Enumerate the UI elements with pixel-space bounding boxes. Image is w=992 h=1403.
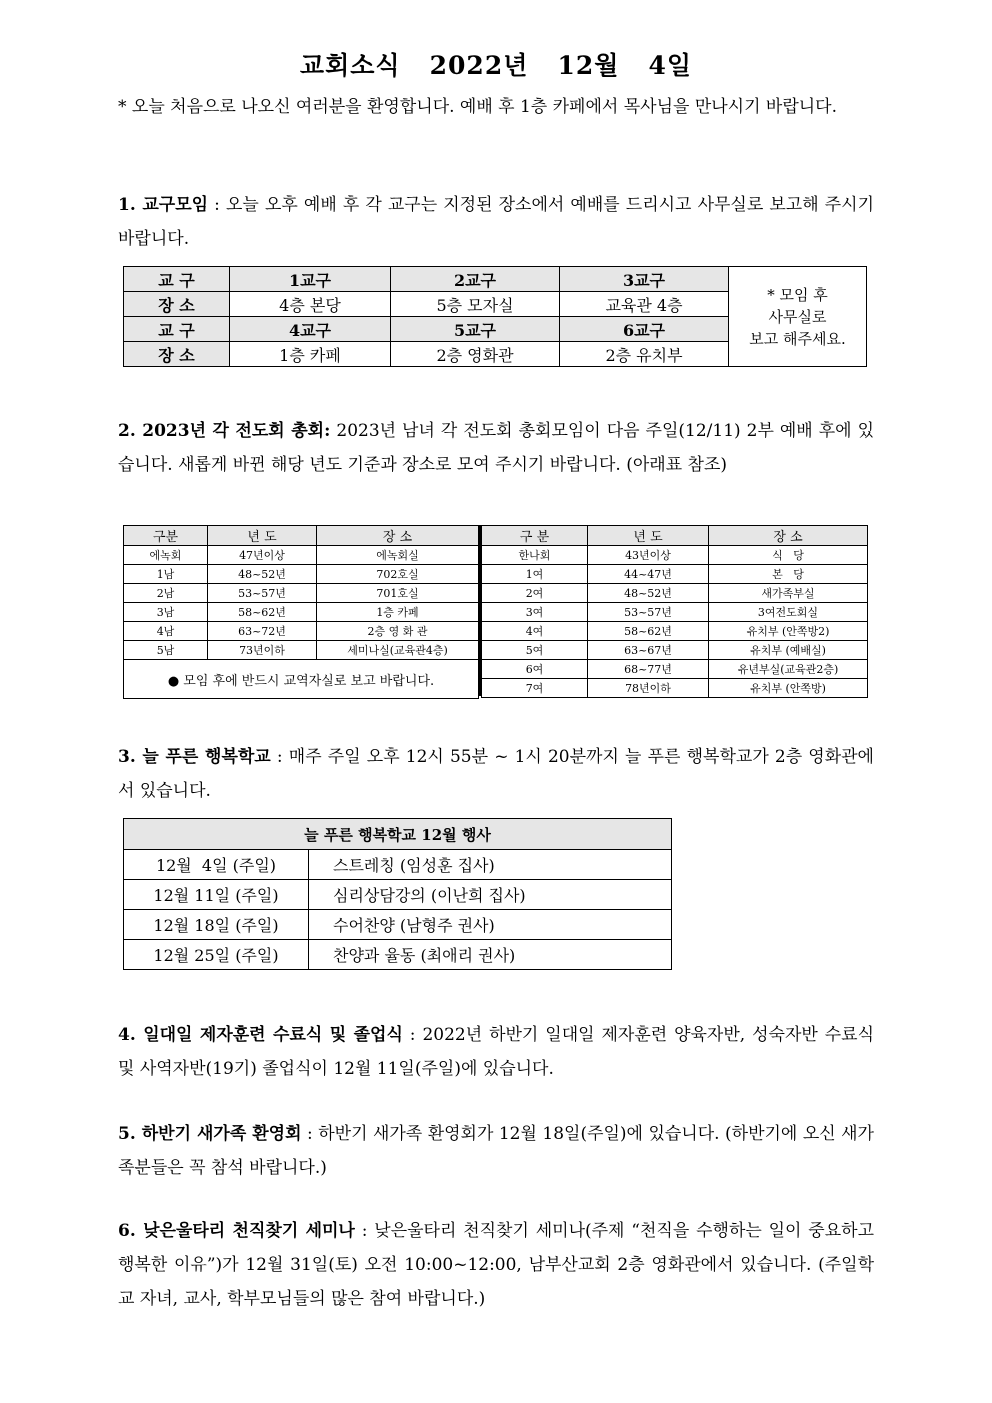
women-table: [481, 525, 868, 698]
place-label: 장 소: [124, 292, 230, 317]
section-5-text: 하반기 새가족 환영회가 12월 18일(주일)에 있습니다. (하반기에 오신 새가족분들은 꼭 참석 바랍니다.): [118, 1124, 874, 1178]
table-cell: 44~47년: [588, 565, 709, 584]
table-row: [124, 850, 672, 880]
district-label: 교 구: [124, 267, 230, 292]
table-cell: 에녹회: [124, 546, 208, 565]
table-row: [482, 565, 868, 584]
table-cell: 7여: [482, 679, 588, 698]
table-row: [124, 546, 479, 565]
table-cell: 1층 카페: [317, 603, 479, 622]
section-1-heading: 1. 교구모임: [118, 195, 209, 215]
table-row: [482, 584, 868, 603]
mission-society-table: [123, 525, 868, 696]
men-table: [123, 525, 479, 699]
district-label: 교 구: [124, 317, 230, 342]
table-row: [124, 565, 479, 584]
place-cell: 4층 본당: [230, 292, 391, 317]
section-2-heading: 2. 2023년 각 전도회 총회:: [118, 421, 331, 441]
table-row: [124, 910, 672, 940]
place-cell: 1층 카페: [230, 342, 391, 367]
table-cell: 수어찬양 (남형주 권사): [309, 910, 672, 940]
table-cell: 2층 영 화 관: [317, 622, 479, 641]
table-cell: 73년이하: [208, 641, 317, 660]
table-cell: 찬양과 율동 (최애리 권사): [309, 940, 672, 970]
section-6: 6. 낮은울타리 천직찾기 세미나 : 낮은울타리 천직찾기 세미나(주제 “천직을 수행하는 일이 중요하고 행복한 이유”)가 12월 31일(토) 오전 10:00~12:00, 남부산교회 2층 영화관에서 있습니다. (주일학교 자녀, 교사, 학부모님들의 많은 참여 바랍니다.): [118, 1221, 874, 1309]
table-cell: 새가족부실: [709, 584, 868, 603]
section-1: 1. 교구모임 : 오늘 오후 예배 후 각 교구는 지정된 장소에서 예배를 드리시고 사무실로 보고해 주시기 바랍니다.: [118, 195, 874, 249]
table-cell: 유치부 (예배실): [709, 641, 868, 660]
table-row: [124, 622, 479, 641]
table-cell: 68~77년: [588, 660, 709, 679]
section-4-heading: 4. 일대일 제자훈련 수료식 및 졸업식: [118, 1025, 403, 1045]
table-cell: 58~62년: [588, 622, 709, 641]
table-cell: 유치부 (안쪽방2): [709, 622, 868, 641]
page-title: 교회소식 2022년 12월 4일: [299, 51, 693, 80]
place-cell: 2층 영화관: [391, 342, 560, 367]
section-3-text: 매주 주일 오후 12시 55분 ~ 1시 20분까지 늘 푸른 행복학교가 2층 영화관에서 있습니다.: [118, 747, 874, 801]
section-5-heading: 5. 하반기 새가족 환영회: [118, 1124, 302, 1144]
section-6-heading: 6. 낮은울타리 천직찾기 세미나: [118, 1221, 355, 1241]
place-label: 장 소: [124, 342, 230, 367]
table-row: [124, 880, 672, 910]
table-cell: 701호실: [317, 584, 479, 603]
column-header: 구분: [124, 526, 208, 546]
table-cell: 1여: [482, 565, 588, 584]
district-cell: 6교구: [560, 317, 729, 342]
table-row: [124, 940, 672, 970]
table-cell: 63~72년: [208, 622, 317, 641]
table-cell: 12월 4일 (주일): [124, 850, 309, 880]
table-cell: 4남: [124, 622, 208, 641]
section-4-text: 2022년 하반기 일대일 제자훈련 양육자반, 성숙자반 수료식 및 사역자반(19기) 졸업식이 12월 11일(주일)에 있습니다.: [118, 1025, 874, 1079]
section-2-text: 2023년 남녀 각 전도회 총회모임이 다음 주일(12/11) 2부 예배 후에 있습니다. 새롭게 바뀐 해당 년도 기준과 장소로 모여 주시기 바랍니다. (아래표 참조): [118, 421, 875, 475]
table-cell: 2여: [482, 584, 588, 603]
table-cell: 6여: [482, 660, 588, 679]
table-row: [482, 546, 868, 565]
table-cell: 12월 18일 (주일): [124, 910, 309, 940]
table-cell: 47년이상: [208, 546, 317, 565]
section-3: 3. 늘 푸른 행복학교 : 매주 주일 오후 12시 55분 ~ 1시 20분까지 늘 푸른 행복학교가 2층 영화관에서 있습니다.: [118, 747, 874, 801]
table-cell: 63~67년: [588, 641, 709, 660]
table-cell: 한나회: [482, 546, 588, 565]
section-5: 5. 하반기 새가족 환영회 : 하반기 새가족 환영회가 12월 18일(주일)에 있습니다. (하반기에 오신 새가족분들은 꼭 참석 바랍니다.): [118, 1124, 874, 1178]
table-row: [482, 641, 868, 660]
table-row: [482, 603, 868, 622]
table-cell: 1남: [124, 565, 208, 584]
table-cell: 12월 25일 (주일): [124, 940, 309, 970]
column-header: 구 분: [482, 526, 588, 546]
table-cell: 3여: [482, 603, 588, 622]
intro-text: * 오늘 처음으로 나오신 여러분을 환영합니다. 예배 후 1층 카페에서 목사님을 만나시기 바랍니다.: [118, 97, 838, 117]
district-note: * 모임 후 사무실로 보고 해주세요.: [729, 267, 867, 367]
table-cell: 12월 11일 (주일): [124, 880, 309, 910]
table-cell: 3남: [124, 603, 208, 622]
table-cell: 43년이상: [588, 546, 709, 565]
table-cell: 유치부 (안쪽방): [709, 679, 868, 698]
district-cell: 1교구: [230, 267, 391, 292]
section-2: [118, 414, 874, 482]
table-cell: 심리상담강의 (이난희 집사): [309, 880, 672, 910]
table-cell: 세미나실(교육관4층): [317, 641, 479, 660]
section-4: 4. 일대일 제자훈련 수료식 및 졸업식 : 2022년 하반기 일대일 제자훈련 양육자반, 성숙자반 수료식 및 사역자반(19기) 졸업식이 12월 11일(주일)에 있습니다.: [118, 1025, 874, 1079]
section-6-text: 낮은울타리 천직찾기 세미나(주제 “천직을 수행하는 일이 중요하고 행복한 이유”)가 12월 31일(토) 오전 10:00~12:00, 남부산교회 2층 영화관에서 있습니다. (주일학교 자녀, 교사, 학부모님들의 많은 참여 바랍니다.): [118, 1221, 874, 1309]
table-cell: 4여: [482, 622, 588, 641]
table-row: [124, 641, 479, 660]
section-1-text: 오늘 오후 예배 후 각 교구는 지정된 장소에서 예배를 드리시고 사무실로 보고해 주시기 바랍니다.: [118, 195, 874, 249]
table-cell: 48~52년: [208, 565, 317, 584]
table-cell: 53~57년: [208, 584, 317, 603]
table-cell: 53~57년: [588, 603, 709, 622]
district-cell: 5교구: [391, 317, 560, 342]
table-cell: 58~62년: [208, 603, 317, 622]
table-cell: 2남: [124, 584, 208, 603]
district-cell: 3교구: [560, 267, 729, 292]
table-cell: 3여전도회실: [709, 603, 868, 622]
table-cell: 스트레칭 (임성훈 집사): [309, 850, 672, 880]
column-header: 장 소: [317, 526, 479, 546]
table-cell: 702호실: [317, 565, 479, 584]
table-cell: 5남: [124, 641, 208, 660]
place-cell: 교육관 4층: [560, 292, 729, 317]
table-row: [124, 584, 479, 603]
school-schedule-table: [123, 818, 672, 970]
column-header: 년 도: [208, 526, 317, 546]
place-cell: 5층 모자실: [391, 292, 560, 317]
table-row: [124, 603, 479, 622]
column-header: 장 소: [709, 526, 868, 546]
district-table: [123, 266, 867, 367]
table-row: [482, 679, 868, 698]
table-cell: 5여: [482, 641, 588, 660]
table-cell: 유년부실(교육관2층): [709, 660, 868, 679]
column-header: 년 도: [588, 526, 709, 546]
table-cell: 에녹회실: [317, 546, 479, 565]
section-3-heading: 3. 늘 푸른 행복학교: [118, 747, 271, 767]
place-cell: 2층 유치부: [560, 342, 729, 367]
district-cell: 4교구: [230, 317, 391, 342]
table-cell: 48~52년: [588, 584, 709, 603]
table-cell: 78년이하: [588, 679, 709, 698]
table-cell: 본 당: [709, 565, 868, 584]
district-cell: 2교구: [391, 267, 560, 292]
table-cell: 식 당: [709, 546, 868, 565]
schedule-header: 늘 푸른 행복학교 12월 행사: [124, 819, 672, 850]
report-note: ● 모임 후에 반드시 교역자실로 보고 바랍니다.: [124, 660, 479, 699]
table-row: [482, 622, 868, 641]
table-row: [482, 660, 868, 679]
